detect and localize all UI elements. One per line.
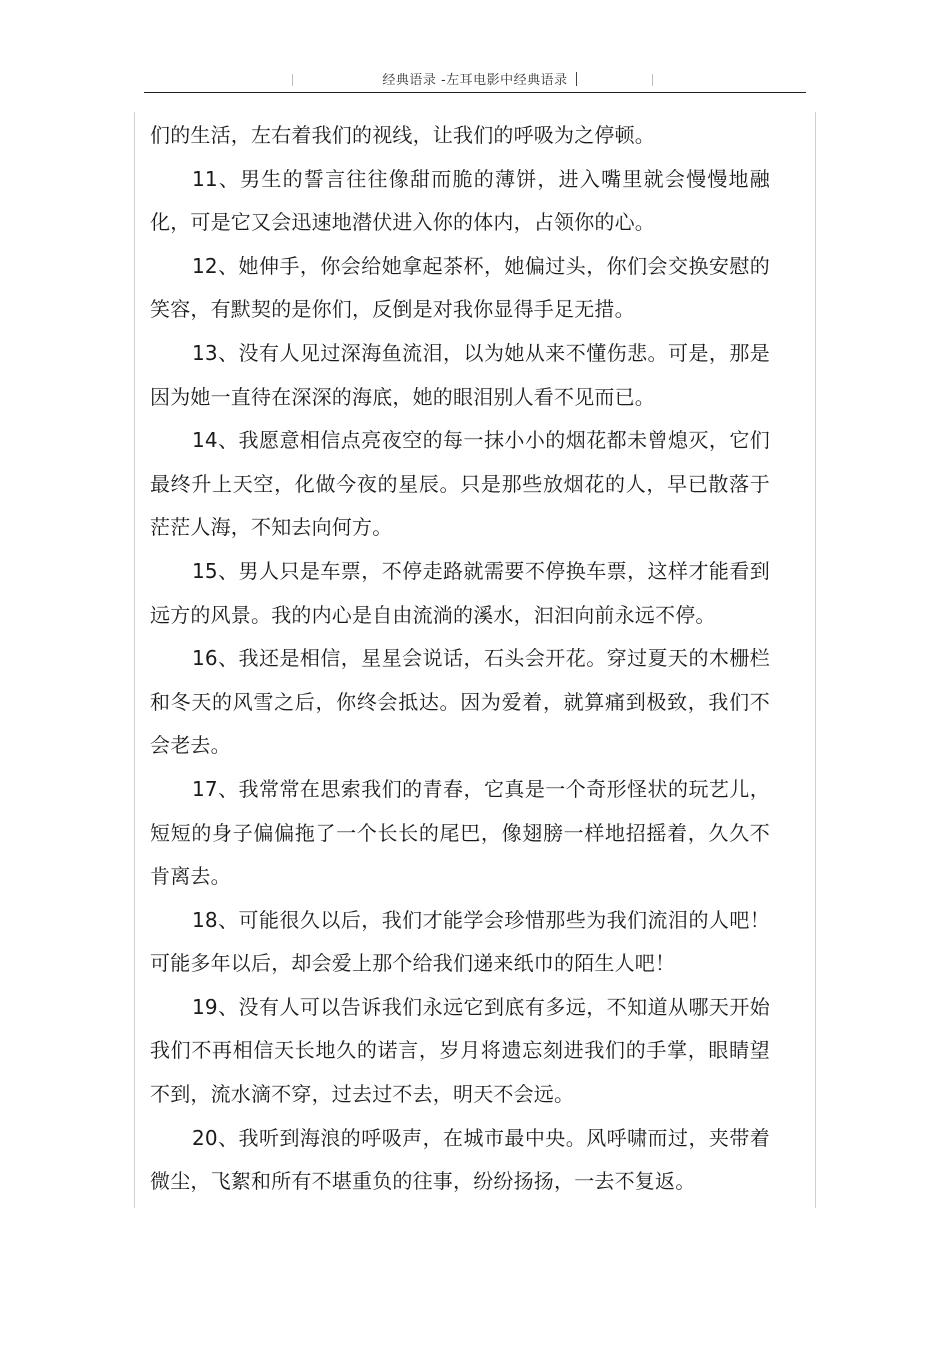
paragraph: 20、我听到海浪的呼吸声，在城市最中央。风呼啸而过，夹带着微尘，飞絮和所有不堪重负的往事，纷纷扬扬，一去不复返。 [150,1125,770,1194]
header-title: 经典语录 -左耳电影中经典语录 [382,73,568,88]
document-body [150,114,770,1204]
page-header [144,66,806,93]
paragraph: 14、我愿意相信点亮夜空的每一抹小小的烟花都未曾熄灭，它们最终升上天空，化做今夜的星辰。只是那些放烟花的人，早已散落于茫茫人海，不知去向何方。 [150,428,770,540]
paragraph: 16、我还是相信，星星会说话，石头会开花。穿过夏天的木栅栏和冬天的风雪之后，你终会抵达。因为爱着，就算痛到极致，我们不会老去。 [150,646,770,758]
paragraph: 15、男人只是车票，不停走路就需要不停换车票，这样才能看到远方的风景。我的内心是自由流淌的溪水，汩汩向前永远不停。 [150,558,770,627]
paragraph: 们的生活，左右着我们的视线，让我们的呼吸为之停顿。 [150,123,655,147]
paragraph: 17、我常常在思索我们的青春，它真是一个奇形怪状的玩艺儿，短短的身子偏偏拖了一个长长的尾巴，像翅膀一样地招摇着，久久不肯离去。 [150,776,770,889]
paragraph: 19、没有人可以告诉我们永远它到底有多远，不知道从哪天开始我们不再相信天长地久的诺言，岁月将遗忘刻进我们的手掌，眼睛望不到，流水滴不穿，过去过不去，明天不会远。 [150,994,770,1107]
paragraph: 18、可能很久以后，我们才能学会珍惜那些为我们流泪的人吧！可能多年以后，却会爱上那个给我们递来纸巾的陌生人吧！ [150,907,770,976]
page-frame-left [134,112,135,1208]
header-tick-mark [652,74,653,86]
paragraph: 11、男生的誓言往往像甜而脆的薄饼，进入嘴里就会慢慢地融化，可是它又会迅速地潜伏进入你的体内，占领你的心。 [150,166,770,235]
paragraph: 12、她伸手，你会给她拿起茶杯，她偏过头，你们会交换安慰的笑容，有默契的是你们，反倒是对我你显得手足无措。 [150,253,770,322]
page-frame-right [815,112,816,1208]
header-tick-mark [576,72,577,86]
paragraph: 13、没有人见过深海鱼流泪，以为她从来不懂伤悲。可是，那是因为她一直待在深深的海底，她的眼泪别人看不见而已。 [150,340,770,409]
